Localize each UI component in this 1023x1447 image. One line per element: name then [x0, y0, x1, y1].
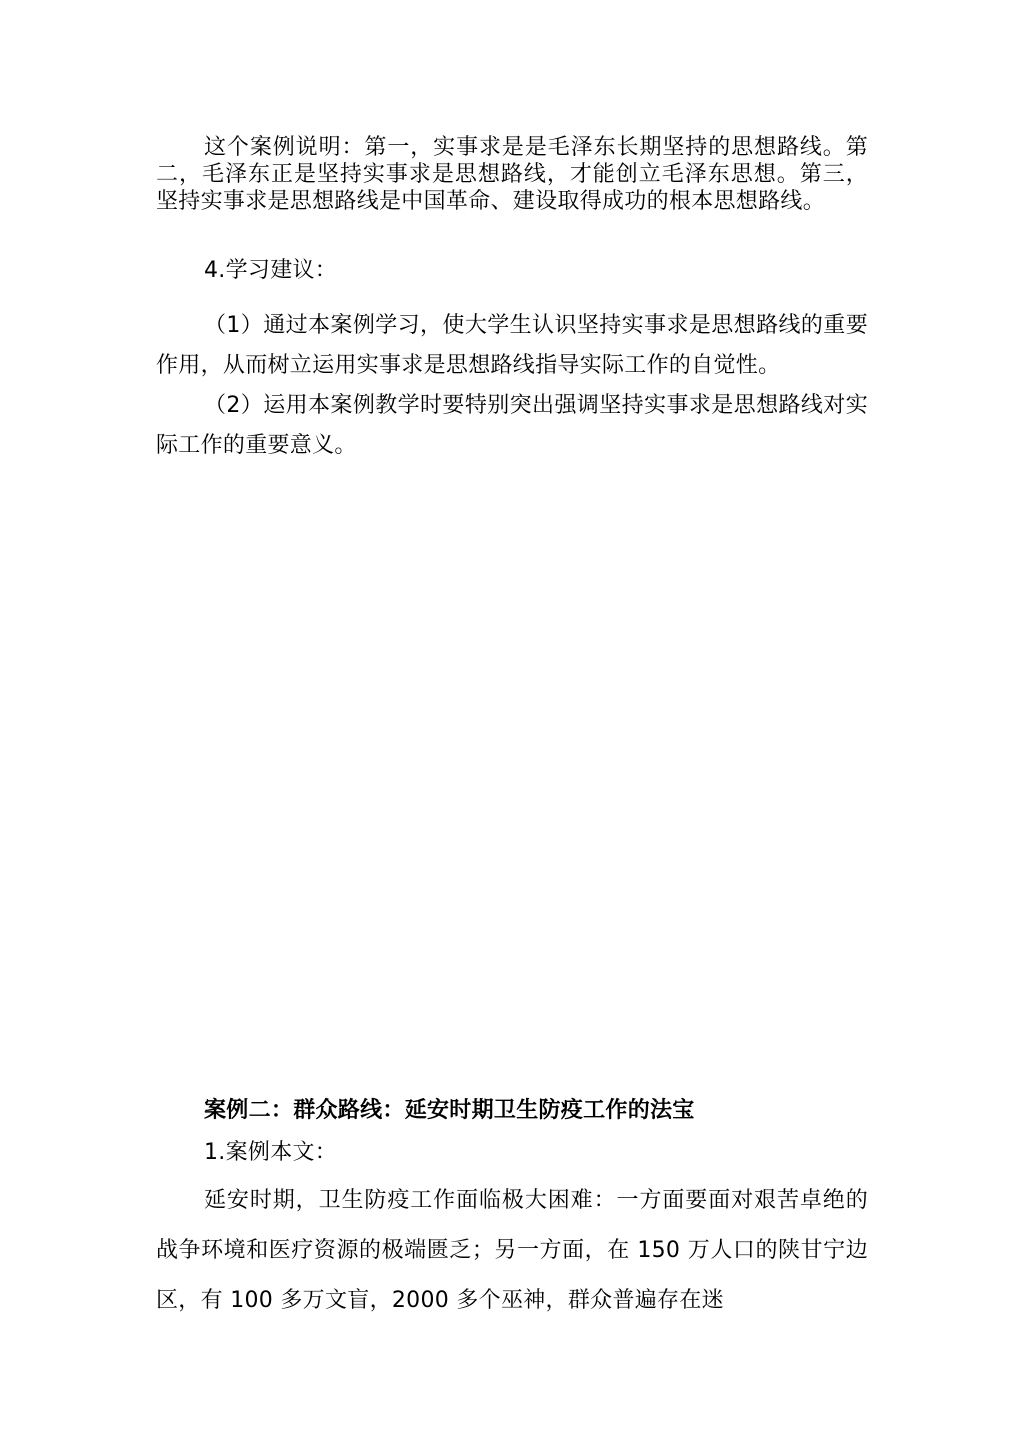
learning-suggestion-heading: 4.学习建议： — [204, 258, 338, 283]
case-text-subheading: 1.案例本文： — [204, 1140, 338, 1165]
case-conclusion-paragraph: 这个案例说明：第一，实事求是是毛泽东长期坚持的思想路线。第二，毛泽东正是坚持实事求是思想路线，才能创立毛泽东思想。第三，坚持实事求是思想路线是中国革命、建设取得成功的根本思想路线。 — [156, 135, 868, 214]
learning-suggestion-item-2: （2）运用本案例教学时要特别突出强调坚持实事求是思想路线对实际工作的重要意义。 — [156, 393, 868, 458]
case-two-title: 案例二：群众路线：延安时期卫生防疫工作的法宝 — [204, 1098, 695, 1123]
learning-suggestion-item-1: （1）通过本案例学习，使大学生认识坚持实事求是思想路线的重要作用，从而树立运用实事求是思想路线指导实际工作的自觉性。 — [156, 313, 868, 378]
case-body-paragraph: 延安时期，卫生防疫工作面临极大困难：一方面要面对艰苦卓绝的战争环境和医疗资源的极端匮乏；另一方面，在 150 万人口的陕甘宁边区，有 100 多万文盲，2000 多个巫神，群众普遍存在迷 — [156, 1188, 868, 1313]
